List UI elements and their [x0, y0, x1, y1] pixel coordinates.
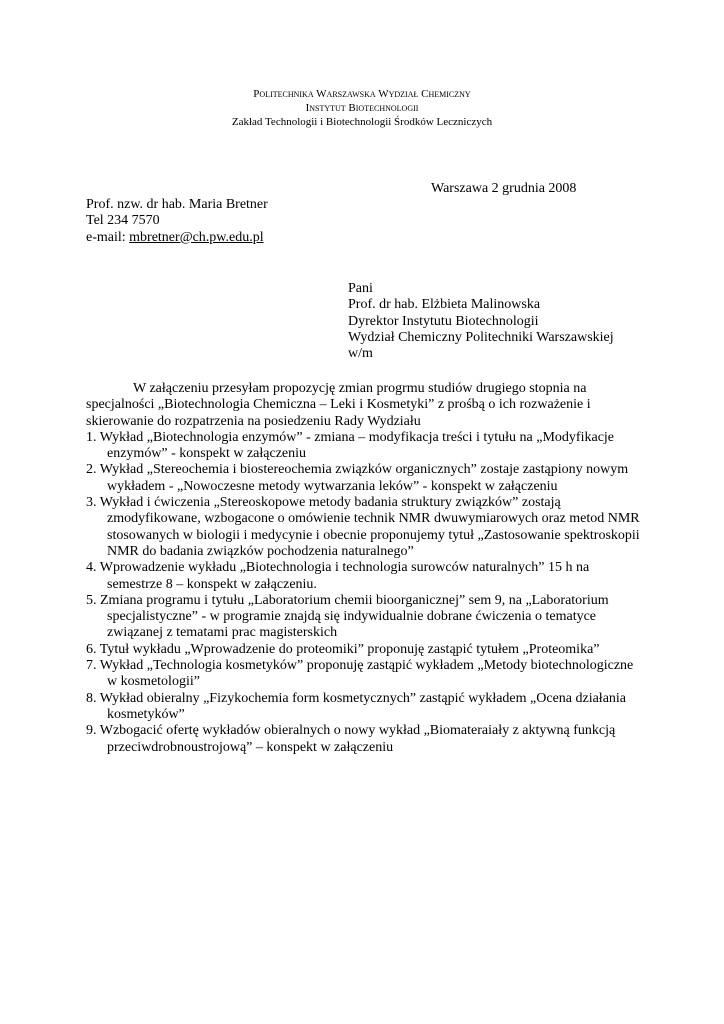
proposal-item: 3. Wykład i ćwiczenia „Stereoskopowe metody badania struktury związków” zostają zmodyfikowane, wzbogacone o omówienie technik NMR dwuwymiarowych oraz metod NMR stosowanych w biologii i medycynie i obecnie proponujemy tytuł „Zastosowanie spektroskopii NMR do badania związków pochodzenia naturalnego” — [86, 495, 640, 559]
recipient-salutation: Pani — [348, 281, 373, 296]
proposal-item: 2. Wykład „Stereochemia i biostereochemia związków organicznych” zostaje zastąpiony nowym wykładem - „Nowoczesne metody wytwarzania leków” - konspekt w załączeniu — [86, 462, 629, 494]
recipient-block — [348, 281, 614, 362]
proposal-item: 5. Zmiana programu i tytułu „Laboratorium chemii bioorganicznej” sem 9, na „Laboratorium specjalistyczne” - w programie znajdą się indywidualnie dobrane ćwiczenia o tematyce związanej z tematami prac magisterskich — [86, 592, 609, 641]
email-link[interactable]: mbretner@ch.pw.edu.pl — [129, 229, 264, 245]
recipient-name: Prof. dr hab. Elżbieta Malinowska — [348, 297, 541, 313]
department-line: Zakład Technologii i Biotechnologii Środków Leczniczych — [231, 115, 493, 128]
proposal-item: 7. Wykład „Technologia kosmetyków” proponuję zastąpić wykładem „Metody biotechnologiczne w kosmetologii” — [86, 658, 634, 690]
recipient-wm: w/m — [348, 346, 373, 362]
letter-body — [86, 381, 646, 756]
sender-block — [86, 197, 268, 246]
email-label: e-mail: — [86, 229, 130, 245]
university-faculty-line: Politechnika Warszawska Wydział Chemiczny — [253, 88, 471, 100]
proposal-item: 1. Wykład „Biotechnologia enzymów” - zmiana – modyfikacja treści i tytułu na „Modyfikacje enzymów” - konspekt w załączeniu — [86, 429, 615, 462]
proposal-item: 4. Wprowadzenie wykładu „Biotechnologia i technologia surowców naturalnych” 15 h na semestrze 8 – konspekt w załączeniu. — [86, 560, 590, 592]
proposal-list — [86, 430, 646, 756]
sender-email-line — [86, 230, 268, 246]
sender-name: Prof. nzw. dr hab. Maria Bretner — [86, 197, 268, 212]
letterhead — [0, 88, 724, 129]
proposal-item: 6. Tytuł wykładu „Wprowadzenie do proteomiki” proponuję zastąpić tytułem „Proteomika” — [86, 641, 600, 657]
proposal-item: 9. Wzbogacić ofertę wykładów obieralnych o nowy wykład „Biomateraiały z aktywną funkcją przeciwdrobnoustrojową” – konspekt w załączeniu — [86, 723, 616, 755]
sender-phone: Tel 234 7570 — [86, 213, 160, 229]
intro-paragraph: W załączeniu przesyłam propozycję zmian progrmu studiów drugiego stopnia na specjalności „Biotechnologia Chemiczna – Leki i Kosmetyki” z prośbą o ich rozważenie i skierowanie do rozpatrzenia na posiedzeniu Rady Wydziału — [86, 381, 591, 429]
recipient-faculty: Wydział Chemiczny Politechniki Warszawskiej — [348, 329, 614, 345]
letter-date: Warszawa 2 grudnia 2008 — [431, 181, 577, 196]
institute-line: Instytut Biotechnologii — [305, 101, 419, 114]
recipient-title: Dyrektor Instytutu Biotechnologii — [348, 313, 539, 329]
proposal-item: 8. Wykład obieralny „Fizykochemia form kosmetycznych” zastąpić wykładem „Ocena działania kosmetyków” — [86, 690, 627, 722]
